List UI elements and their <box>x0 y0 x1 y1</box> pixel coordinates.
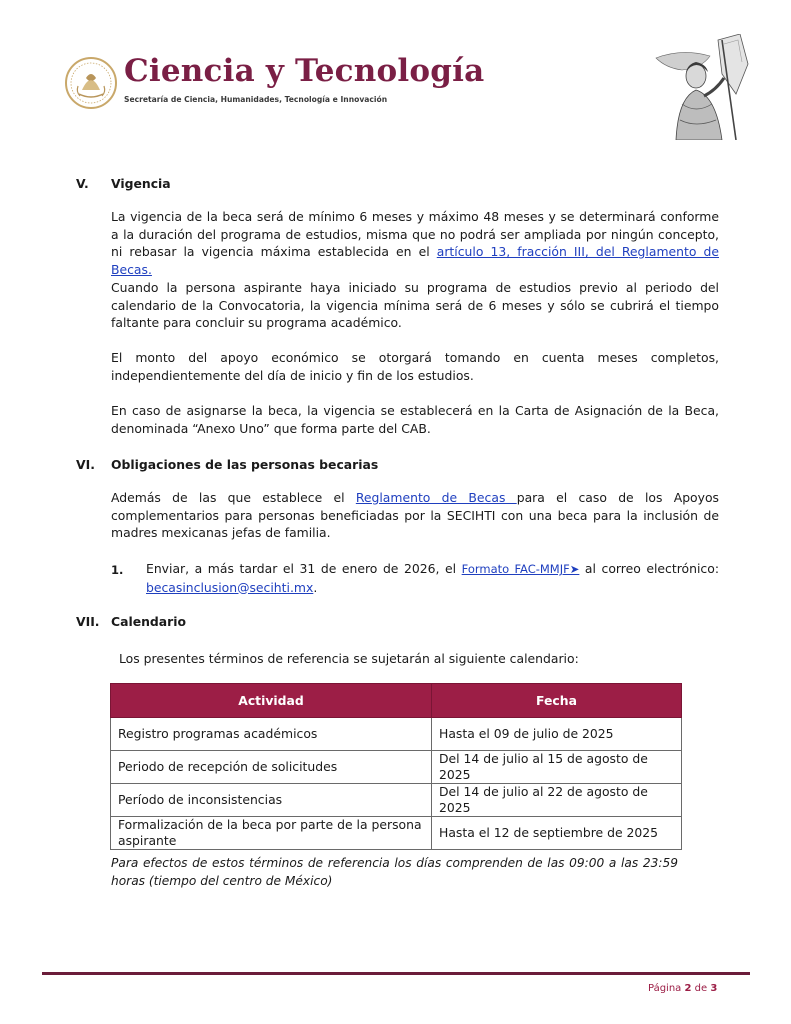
calendar-table <box>110 683 682 850</box>
section-v-paragraph-1 <box>111 208 719 278</box>
table-row <box>111 817 682 850</box>
table-row <box>111 751 682 784</box>
becasinclusion-email-link[interactable]: becasinclusion@secihti.mx <box>146 579 314 595</box>
section-vi-title: Obligaciones de las personas becarias <box>111 457 379 472</box>
column-header-fecha: Fecha <box>432 684 682 718</box>
section-v-number: V. <box>76 176 89 191</box>
date-cell: Hasta el 12 de septiembre de 2025 <box>432 817 682 850</box>
activity-cell: Registro programas académicos <box>111 718 432 751</box>
mexico-coat-of-arms-seal-icon <box>64 56 118 110</box>
date-cell: Del 14 de julio al 15 de agosto de 2025 <box>432 751 682 784</box>
obligation-1-text <box>146 560 719 596</box>
page-label: Página <box>648 983 682 994</box>
footer-divider <box>42 972 750 975</box>
brand-title: Ciencia y Tecnología <box>124 53 485 89</box>
section-vi-number: VI. <box>76 457 95 472</box>
section-vii-number: VII. <box>76 614 100 629</box>
activity-cell: Formalización de la beca por parte de la persona aspirante <box>111 817 432 850</box>
section-vi-paragraph-1-before: Además de las que establece el <box>111 490 356 505</box>
reglamento-de-becas-link[interactable]: Reglamento de Becas <box>355 490 517 505</box>
total-pages: 3 <box>710 983 718 994</box>
section-v-paragraph-3: El monto del apoyo económico se otorgará tomando en cuenta meses completos, independientemente del día de inicio y fin de los estudios. <box>111 350 719 383</box>
table-row <box>111 784 682 817</box>
column-header-actividad: Actividad <box>111 684 432 718</box>
section-v-paragraph-4: En caso de asignarse la beca, la vigencia se establecerá en la Carta de Asignación de la Beca, denominada “Anexo Uno” que forma parte del CAB. <box>111 403 719 436</box>
calendar-footnote: Para efectos de estos términos de referencia los días comprenden de las 09:00 a las 23:59 horas (tiempo del centro de México) <box>111 856 678 888</box>
obligation-1-number: 1. <box>111 563 124 577</box>
reglamento-article-13-link[interactable]: artículo 13, fracción III, del Reglamento de Becas. <box>111 244 719 277</box>
section-vi-paragraph-1 <box>111 489 719 542</box>
table-row <box>111 718 682 751</box>
calendar-table-header-row <box>111 684 682 718</box>
obligation-1-end: . <box>313 579 318 595</box>
section-v-paragraph-2: Cuando la persona aspirante haya iniciado su programa de estudios previo al periodo del calendario de la Convocatoria, la vigencia mínima será de 6 meses y sólo se cubrirá el tiempo faltante para concluir su programa académico. <box>111 280 719 330</box>
activity-cell: Período de inconsistencias <box>111 784 432 817</box>
page-of: de <box>694 983 708 994</box>
section-v-title: Vigencia <box>111 176 171 191</box>
current-page: 2 <box>684 983 692 994</box>
section-v-paragraph-1-text: La vigencia de la beca será de mínimo 6 meses y máximo 48 meses y se determinará conforme a la duración del programa de estudios, misma que no podrá ser ampliada por ningún concepto, ni rebasar la vigencia máxima establecida en el <box>111 209 719 259</box>
page-header <box>0 0 791 140</box>
obligation-1-mid: al correo electrónico: <box>579 561 719 576</box>
date-cell: Del 14 de julio al 22 de agosto de 2025 <box>432 784 682 817</box>
section-vii-title: Calendario <box>111 614 187 629</box>
page-number <box>648 983 717 994</box>
obligation-1-before: Enviar, a más tardar el 31 de enero de 2026, el <box>146 561 462 576</box>
woman-with-flag-illustration-icon <box>652 34 750 140</box>
date-cell: Hasta el 09 de julio de 2025 <box>432 718 682 751</box>
section-vii-intro: Los presentes términos de referencia se sujetarán al siguiente calendario: <box>119 651 579 666</box>
section-vi-paragraph-1-after: para el caso de los Apoyos complementarios para personas beneficiadas por la SECIHTI con una beca para la inclusión de madres mexicanas jefas de familia. <box>111 490 720 540</box>
formato-fac-mmjf-link[interactable]: Formato FAC-MMJF➤ <box>461 562 580 576</box>
brand-subtitle: Secretaría de Ciencia, Humanidades, Tecnología e Innovación <box>124 95 388 104</box>
activity-cell: Periodo de recepción de solicitudes <box>111 751 432 784</box>
